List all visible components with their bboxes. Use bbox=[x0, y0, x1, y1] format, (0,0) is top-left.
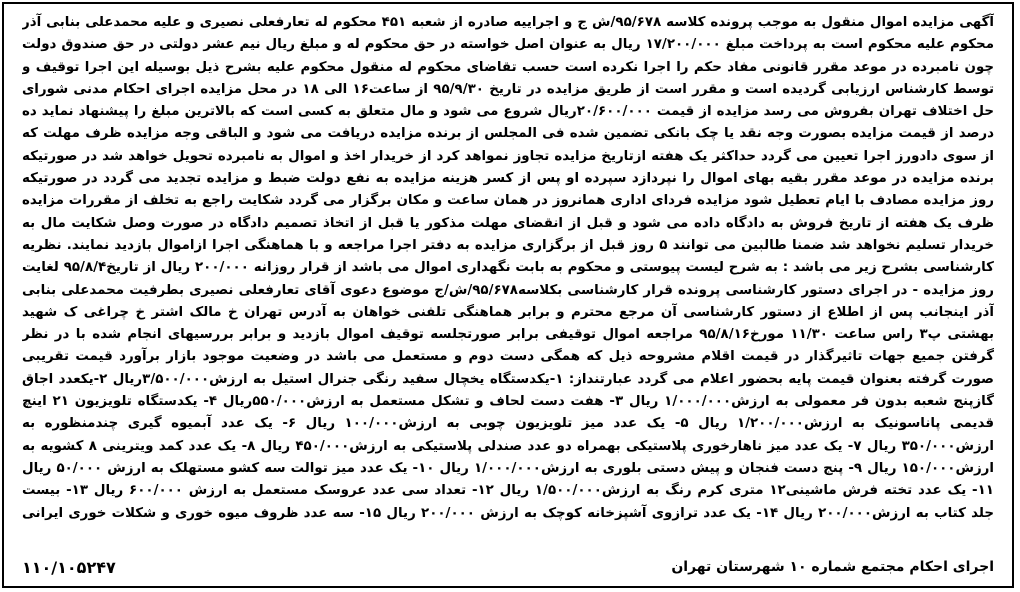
issuer-name: اجرای احکام مجتمع شماره ۱۰ شهرستان تهران bbox=[671, 559, 994, 575]
auction-notice bbox=[2, 2, 1014, 588]
notice-footer bbox=[22, 554, 994, 580]
notice-body: آگهی مزایده اموال منقول به موجب پرونده کلاسه ۹۵/۶۷۸/ش ج و اجراییه صادره از شعبه ۴۵۱ محکوم له تعارفعلی نصیری و علیه محمدعلی بنابی آذر محکوم علیه محکوم است به پرداخت مبلغ ۱۷/۲۰۰/۰۰۰ ریال به عنوان اصل خواسته در حق محکوم له و مبلغ ریال نیم عشر دولتی در حق صندوق دولت چون نامبرده در موعد مقرر قانونی مفاد حکم را اجرا نکرده است حسب تقاضای محکوم له منقول محکوم علیه بشرح ذیل بوسیله این اجرا توقیف و توسط کارشناس ارزیابی گردیده است و مقرر است از طریق مزایده در تاریخ ۹۵/۹/۳۰ از ساعت۱۶ الی ۱۸ در محل مزایده اجرای احکام مدنی شورای حل اختلاف تهران بفروش می رسد مزایده از قیمت ۲۰/۶۰۰/۰۰۰ریال شروع می شود و مال متعلق به کسی است که بالاترین مبلغ را پیشنهاد نماید ده درصد از قیمت مزایده بصورت وجه نقد یا چک بانکی تضمین شده فی المجلس از برنده مزایده دریافت می شود و الباقی وجه مزایده ظرف مهلت که از سوی دادورز اجرا تعیین می گردد حداکثر یک هفته ازتاریخ مزایده تجاوز نمواهد کرد از خریدار اخذ و اموال به نامبرده تحویل خواهد شد در صورتیکه برنده مزایده در موعد مقرر بقیه بهای اموال را نپردازد سپرده او پس از کسر هزینه مزایده به نفع دولت ضبط و مزایده تجدید می گردد در صورتیکه روز مزایده مصادف با ایام تعطیل شود مزایده فردای اداری همانروز در همان ساعت و مکان برگزار می گردد شکایت راجع به تخلف از مقررات مزایده ظرف یک هفته از تاریخ فروش به دادگاه داده می شود و قبل از انقضای مهلت مذکور یا قبل از اتخاذ تصمیم دادگاه در صورت وصل شکایت مال به خریدار تسلیم نخواهد شد ضمنا طالبین می توانند ۵ روز قبل از برگزاری مزایده به دفتر اجرا مراجعه و با هماهنگی اجرا ازاموال بازدید نمایند. نظریه کارشناسی بشرح زیر می باشد : به شرح لیست پیوستی و محکوم به بابت نگهداری اموال می باشد از قرار روزانه ۲۰۰/۰۰۰ ریال از تاریخ۹۵/۸/۴ لغایت روز مزایده - در اجرای دستور کارشناسی پرونده قرار کارشناسی بکلاسه۹۵/۶۷۸/ش/ج موضوع دعوی آقای تعارفعلی نصیری بطرفیت محمدعلی بنابی آذر اینجانب پس از اطلاع از دستور کارشناسی آن مرجع محترم و برابر هماهنگی تلفنی خواهان به آدرس تهران خ مالک اشتر خ چراغی ک شهید بهشتی پ۳ راس ساعت ۱۱/۳۰ مورخ۹۵/۸/۱۶ مراجعه اموال توقیفی برابر صورتجلسه توقیف اموال بازدید و برابر بررسیهای انجام شده با در نظر گرفتن جمیع جهات تاثیرگذار در قیمت اقلام مشروحه ذیل که همگی دست دوم و مستعمل می باشد در وضعیت موجود بازار برآورد قیمت تقریبی صورت گرفته بعنوان قیمت پایه بحضور اعلام می گردد عبارتنداز: ۱-یکدستگاه یخچال سفید رنگی جنرال استیل به ارزش۳/۵۰۰/۰۰۰ریال ۲-یکعدد اجاق گازپنج شعبه بدون فر معمولی به ارزش۱/۰۰۰/۰۰۰ ریال ۳- هفت دست لحاف و تشکل مستعمل به ارزش۵۵۰/۰۰۰ریال ۴- یکدستگاه تلویزیون ۲۱ اینچ قدیمی پاناسونیک به ارزش۱/۲۰۰/۰۰۰ ریال ۵- یک عدد میز تلویزیون چوبی به ارزش۱۰۰/۰۰۰ ریال ۶- یک عدد آبمیوه گیری چندمنظوره به ارزش۳۵۰/۰۰۰ ریال ۷- یک عدد میز ناهارخوری پلاستیکی بهمراه دو عدد صندلی پلاستیکی به ارزش۴۵۰/۰۰۰ ریال ۸- یک عدد کمد ویترینی ۸ کشویه به ارزش۱۵۰/۰۰۰ ریال ۹- پنج دست فنجان و پیش دستی بلوری به ارزش۱/۰۰۰/۰۰۰ ریال ۱۰- یک عدد میز توالت سه کشو مستهلک به ارزش ۵۰/۰۰۰ ریال ۱۱- یک عدد تخته فرش ماشینی۱۲ متری کرم رنگ به ارزش۱/۵۰۰/۰۰۰ ریال ۱۲- تعداد سی عدد عروسک مستعمل به ارزش ۶۰۰/۰۰۰ ریال ۱۳- بیست جلد کتاب به ارزش۲۰۰/۰۰۰ ریال ۱۴- یک عدد ترازوی آشپزخانه کوچک به ارزش ۲۰۰/۰۰۰ ریال ۱۵- سه عدد ظروف میوه خوری و شکلات خوری ایرانی bbox=[22, 15, 994, 521]
reference-number: ۱۱۰/۱۰۵۲۴۷ bbox=[22, 557, 116, 577]
